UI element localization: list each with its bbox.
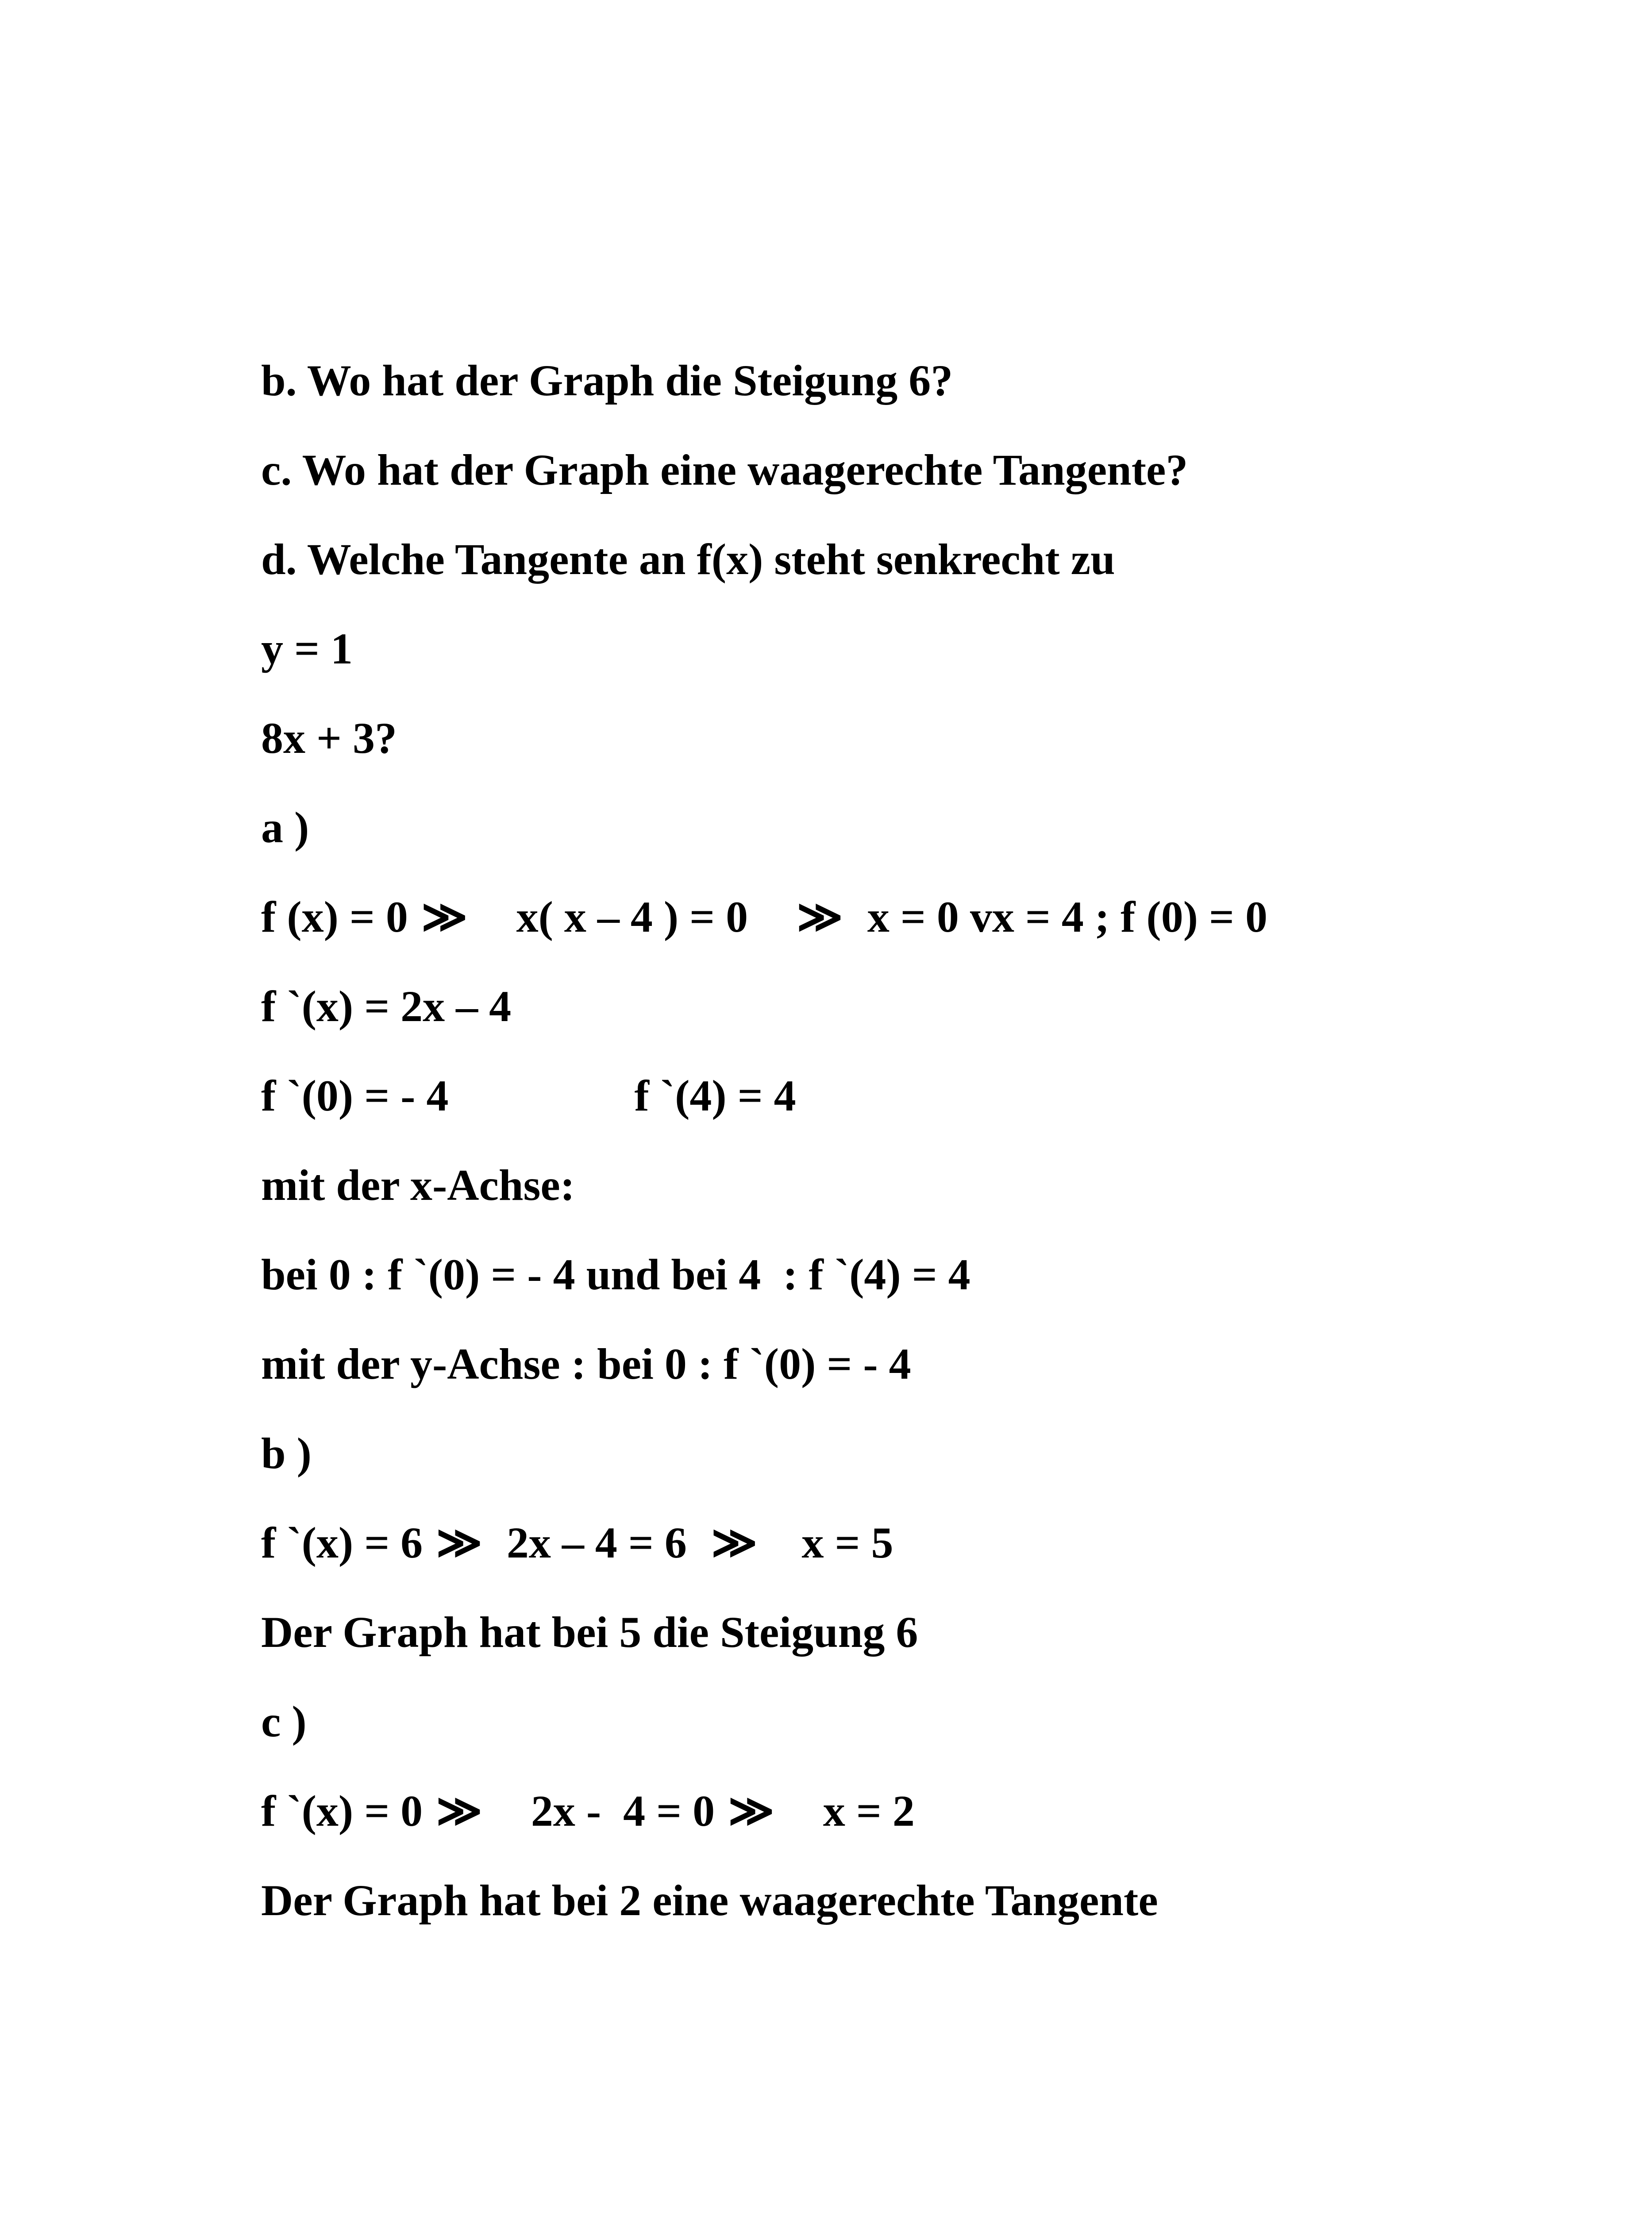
answer-a-step-1 [261,884,1500,973]
answer-b-conclusion: Der Graph hat bei 5 die Steigung 6 [261,1608,918,1657]
question-c: c. Wo hat der Graph eine waagerechte Tangente? [261,445,1188,494]
answer-c-conclusion: Der Graph hat bei 2 eine waagerechte Tangente [261,1876,1158,1925]
answer-a-y-axis-result: mit der y-Achse : bei 0 : f `(0) = - 4 [261,1339,911,1388]
implies-symbol: ≫ [797,892,843,941]
document-content [261,347,1500,1957]
answer-a-step-1-part-3: x = 0 vx = 4 ; f (0) = 0 [867,892,1268,941]
answer-c-heading: c ) [261,1697,307,1746]
answer-b-step-part-3: x = 5 [801,1518,893,1567]
implies-symbol: ≫ [711,1518,758,1567]
answer-c-step-part-2: 2x - 4 = 0 [531,1786,715,1835]
implies-symbol: ≫ [436,1518,482,1567]
answer-c-step-part-3: x = 2 [823,1786,915,1835]
answer-b-step-part-1: f `(x) = 6 [261,1518,423,1567]
question-b: b. Wo hat der Graph die Steigung 6? [261,356,953,405]
answer-a-values [261,1063,1500,1152]
answer-a-x-axis-label: mit der x-Achse: [261,1160,575,1210]
question-d-line-3: 8x + 3? [261,713,397,763]
answer-b-step [261,1510,1500,1599]
question-d-line-2: y = 1 [261,624,353,673]
answer-a-value-2: f `(4) = 4 [634,1071,796,1120]
answer-a-x-axis-result: bei 0 : f `(0) = - 4 und bei 4 : f `(4) = 4 [261,1250,970,1299]
implies-symbol: ≫ [728,1786,774,1835]
answer-c-step [261,1778,1500,1867]
answer-b-heading: b ) [261,1429,312,1478]
answer-a-heading: a ) [261,803,309,852]
answer-c-step-part-1: f `(x) = 0 [261,1786,423,1835]
question-d: d. Welche Tangente an f(x) steht senkrecht zu [261,535,1115,584]
answer-a-step-1-part-1: f (x) = 0 [261,892,408,941]
answer-b-step-part-2: 2x – 4 = 6 [506,1518,687,1567]
implies-symbol: ≫ [436,1786,482,1835]
answer-a-derivative: f `(x) = 2x – 4 [261,982,512,1031]
answer-a-step-1-part-2: x( x – 4 ) = 0 [516,892,748,941]
answer-a-value-1: f `(0) = - 4 [261,1071,449,1120]
implies-symbol: ≫ [421,892,468,941]
